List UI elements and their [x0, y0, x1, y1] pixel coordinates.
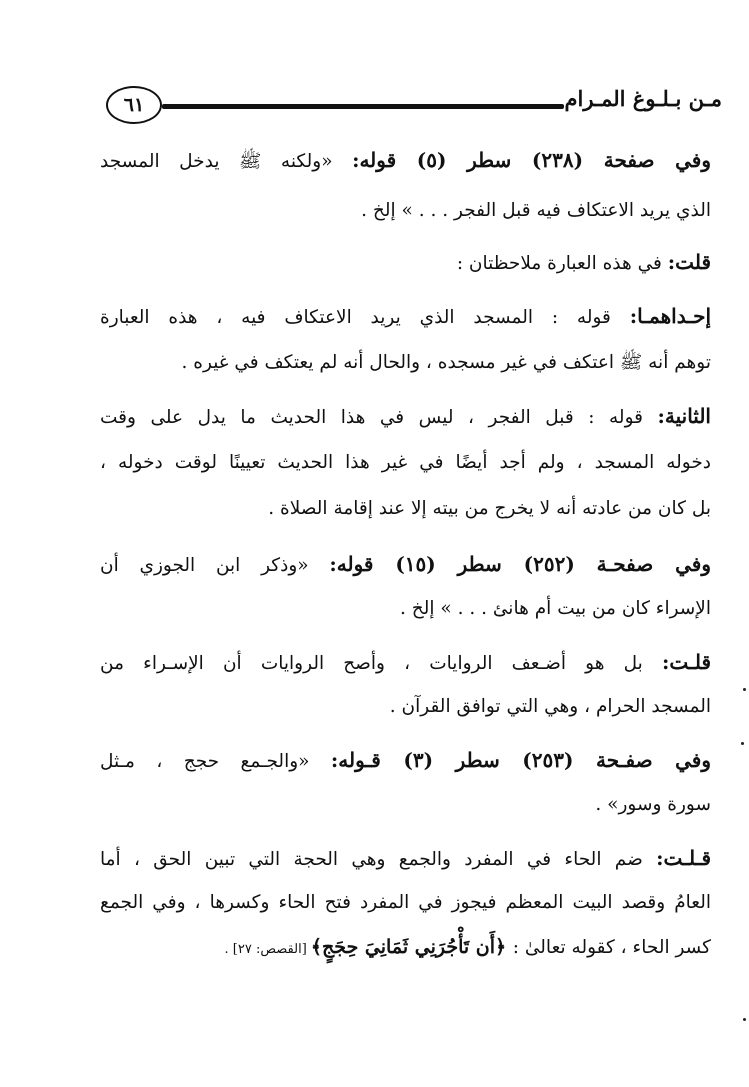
text-line	[100, 846, 711, 870]
note-text: بل هو أضـعف الروايات ، وأصح الروايات أن الإسـراء من	[100, 653, 662, 674]
text-line	[100, 452, 711, 473]
text-line	[100, 498, 711, 519]
text-line	[100, 352, 711, 378]
book-title: مـن بـلـوغ المـرام	[564, 86, 722, 111]
note-lead: الثانية:	[657, 404, 711, 428]
scan-speck	[743, 688, 746, 691]
note-text: توهم أنه ﷺ اعتكف في غير مسجده ، والحال أنه لم يعتكف في غيره .	[181, 352, 711, 373]
text-line	[100, 200, 711, 221]
note-lead: قـلـت:	[656, 846, 711, 870]
text-line	[100, 794, 711, 815]
text-line	[100, 892, 711, 913]
page-header	[100, 84, 722, 128]
quote-text: سورة وسور» .	[595, 794, 711, 815]
quote-text: «ولكنه ﷺ يدخل المسجد	[100, 151, 353, 172]
note-text: كسر الحاء ، كقوله تعالىٰ :	[512, 937, 711, 958]
note-text: في هذه العبارة ملاحظتان :	[456, 253, 668, 274]
note-lead: قلـت:	[661, 650, 711, 674]
note-text: بل كان من عادته أنه لا يخرج من بيته إلا عند إقامة الصلاة .	[268, 498, 711, 519]
reference-lead: وفي صفحة (٢٣٨) سطر (٥) قوله:	[352, 148, 711, 172]
reference-lead: وفي صفـحة (٢٥٣) سطر (٣) قـوله:	[330, 748, 711, 772]
text-line	[100, 552, 711, 576]
page-number: ٦١	[106, 86, 162, 124]
text-line	[100, 936, 711, 958]
note-text: قوله : قبل الفجر ، ليس في هذا الحديث ما يدل على وقت	[100, 407, 658, 428]
quote-text: «والجـمع حجج ، مـثل	[100, 751, 331, 772]
quote-text: «وذكر ابن الجوزي أن	[100, 555, 330, 576]
text-line	[100, 404, 711, 428]
text-line	[100, 650, 711, 674]
quran-reference: [القصص: ٢٧] .	[224, 942, 311, 957]
text-line	[100, 598, 711, 619]
quran-verse: ﴿أَن تَأْجُرَنِي ثَمَانِيَ حِجَجٍ﴾	[310, 936, 513, 958]
note-text: قوله : المسجد الذي يريد الاعتكاف فيه ، هذه العبارة	[100, 307, 630, 328]
text-line	[100, 304, 711, 328]
reference-lead: وفي صفحـة (٢٥٢) سطر (١٥) قوله:	[329, 552, 711, 576]
note-text: ضم الحاء في المفرد والجمع وهي الحجة التي تبين الحق ، أما	[100, 849, 657, 870]
text-line	[100, 250, 711, 274]
note-text: العامُ وقصد البيت المعظم فيجوز في المفرد فتح الحاء وكسرها ، وفي الجمع	[100, 892, 711, 913]
note-lead: إحـداهمـا:	[629, 304, 711, 328]
header-rule	[162, 104, 564, 109]
quote-text: الذي يريد الاعتكاف فيه قبل الفجر . . . » إلخ .	[361, 200, 711, 221]
text-line	[100, 696, 711, 717]
quote-text: الإسراء كان من بيت أم هانئ . . . » إلخ .	[400, 598, 711, 619]
note-lead: قلت:	[667, 250, 711, 274]
note-text: دخوله المسجد ، ولم أجد أيضًا في غير هذا الحديث تعيينًا لوقت دخوله ،	[100, 452, 711, 473]
text-line	[100, 748, 711, 772]
text-line	[100, 148, 711, 177]
note-text: المسجد الحرام ، وهي التي توافق القرآن .	[389, 696, 711, 717]
scan-speck	[741, 742, 744, 745]
scan-speck	[743, 1018, 746, 1021]
